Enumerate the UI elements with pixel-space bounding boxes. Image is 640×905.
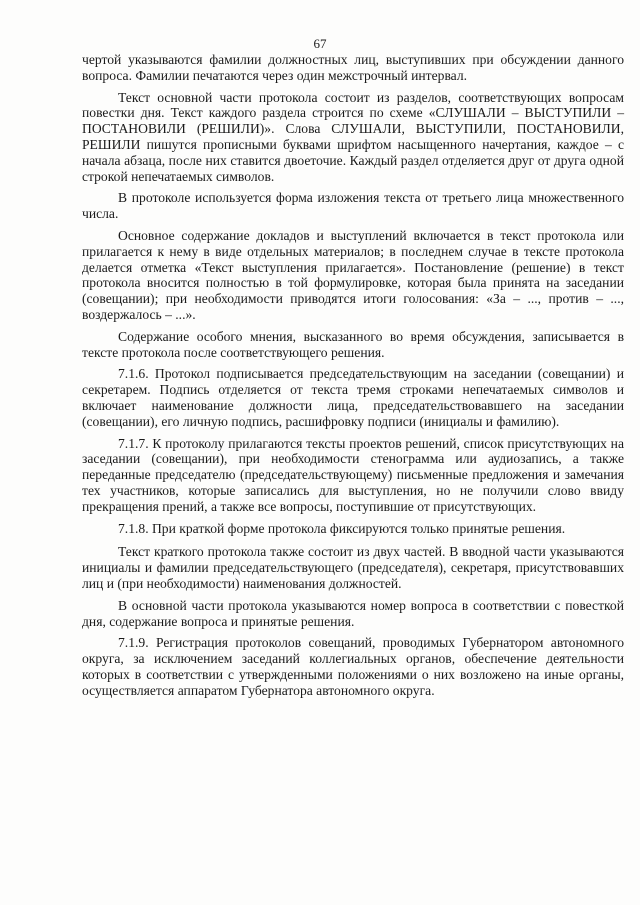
paragraph-short-protocol-main: В основной части протокола указываются номер вопроса в соответствии с повесткой дня, содержание вопроса и принятые решения. [82, 597, 624, 629]
page-number: 67 [313, 36, 327, 51]
paragraph-reports-content: Основное содержание докладов и выступлений включается в текст протокола или прилагается к нему в виде отдельных материалов; в последнем случае в тексте протокола делается отметка «Текст выступления прилагается». Постановление (решение) в текст протокола вносится полностью в той формулировке, которая была принята на заседании (совещании); при необходимости приводятся итоги голосования: «За – ..., против – ..., воздержалось – ...». [82, 227, 624, 322]
paragraph-main-part-structure: Текст основной части протокола состоит из разделов, соответствующих вопросам повестки дня. Текст каждого раздела строится по схеме «СЛУШАЛИ – ВЫСТУПИЛИ – ПОСТАНОВИЛИ (РЕШИЛИ)». Слова СЛУШАЛИ, ВЫСТУПИЛИ, ПОСТАНОВИЛИ, РЕШИЛИ пишутся прописными буквами шрифтом насыщенного начертания, каждое – с начала абзаца, после них ставится двоеточие. Каждый раздел отделяется друг от друга одной строкой непечатаемых символов. [82, 89, 624, 184]
paragraph-dissenting-opinion: Содержание особого мнения, высказанного во время обсуждения, записывается в тексте протокола после соответствующего решения. [82, 328, 624, 360]
paragraph-short-protocol-intro: Текст краткого протокола также состоит из двух частей. В вводной части указываются инициалы и фамилии председательствующего (председателя), секретаря, присутствовавших лиц и (при необходимости) наименования должностей. [82, 544, 624, 591]
paragraph-7-1-8: 7.1.8. При краткой форме протокола фиксируются только принятые решения. [118, 520, 566, 536]
document-body [82, 52, 624, 704]
paragraph-7-1-9: 7.1.9. Регистрация протоколов совещаний, проводимых Губернатором автономного округа, за исключением заседаний коллегиальных органов, обеспечение деятельности которых в соответствии с утвержденными положениями о них возложено на иные органы, осуществляется аппаратом Губернатора автономного округа. [82, 635, 624, 698]
paragraph-third-person: В протоколе используется форма изложения текста от третьего лица множественного числа. [82, 190, 624, 222]
paragraph-7-1-6: 7.1.6. Протокол подписывается председательствующим на заседании (совещании) и секретарем. Подпись отделяется от текста тремя строками непечатаемых символов и включает наименование должности лица, председательствовавшего на заседании (совещании), его личную подпись, расшифровку подписи (инициалы и фамилию). [82, 366, 624, 429]
paragraph-continuation: чертой указываются фамилии должностных лиц, выступивших при обсуждении данного вопроса. Фамилии печатаются через один межстрочный интервал. [82, 52, 624, 83]
paragraph-7-1-7: 7.1.7. К протоколу прилагаются тексты проектов решений, список присутствующих на заседании (совещании), при необходимости стенограмма или аудиозапись, а также переданные председателю (председательствующему) письменные предложения и замечания тех участников, которые записались для выступления, но не получили слово ввиду прекращения прений, а также все вопросы, поступившие от присутствующих. [82, 435, 624, 514]
